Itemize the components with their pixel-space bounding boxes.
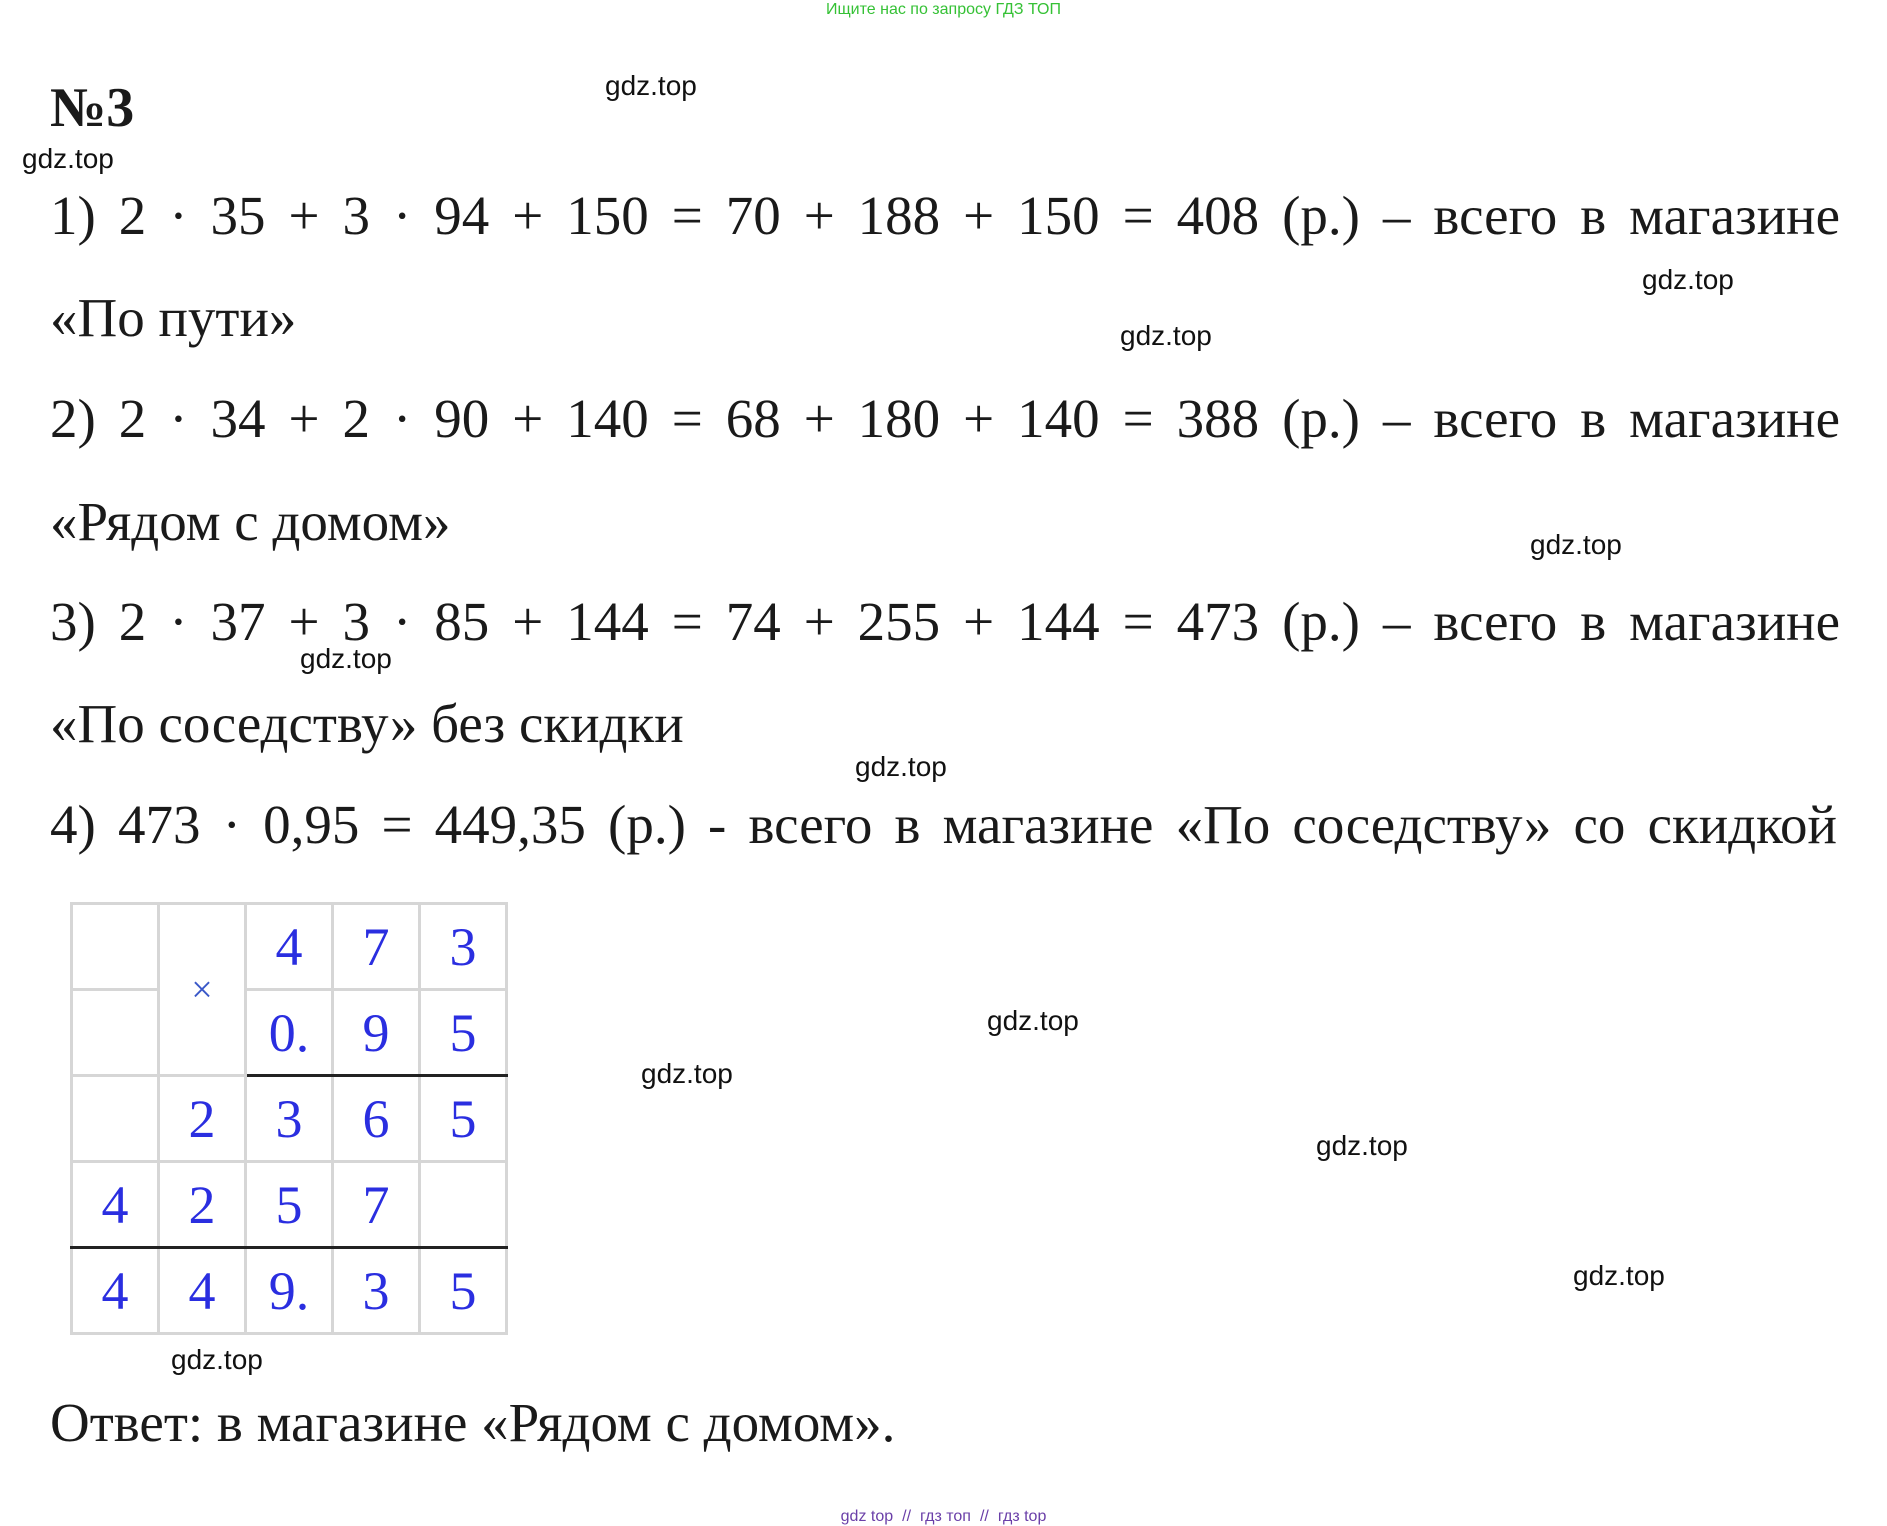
mult-cell: 4 bbox=[72, 1162, 159, 1248]
step-3-line-2: «По соседству» без скидки bbox=[50, 693, 684, 754]
mult-cell: 3 bbox=[333, 1248, 420, 1334]
step-1-line-2: «По пути» bbox=[50, 287, 297, 348]
top-banner: Ищите нас по запросу ГДЗ ТОП bbox=[826, 1, 1061, 18]
mult-cell: 2 bbox=[159, 1076, 246, 1162]
step-4-line-1: 4) 473 · 0,95 = 449,35 (р.) - всего в магазине «По соседству» со скидкой bbox=[50, 794, 1837, 855]
mult-cell: 6 bbox=[333, 1076, 420, 1162]
mult-cell: 7 bbox=[333, 904, 420, 990]
multiply-sign: × bbox=[159, 904, 246, 1076]
mult-cell: 2 bbox=[159, 1162, 246, 1248]
watermark: gdz.top bbox=[605, 70, 697, 101]
watermark: gdz.top bbox=[1530, 529, 1622, 560]
mult-cell bbox=[72, 1076, 159, 1162]
mult-cell: 3 bbox=[420, 904, 507, 990]
mult-cell: 5 bbox=[246, 1162, 333, 1248]
step-1-line-1: 1) 2 · 35 + 3 · 94 + 150 = 70 + 188 + 150 = 408 (р.) – всего в магазине bbox=[50, 185, 1840, 246]
watermark: gdz.top bbox=[1642, 264, 1734, 295]
watermark: gdz.top bbox=[1316, 1130, 1408, 1161]
footer-link[interactable]: гдз топ bbox=[920, 1508, 971, 1525]
mult-cell: 9 bbox=[333, 990, 420, 1076]
watermark: gdz.top bbox=[300, 643, 392, 674]
mult-cell: 5 bbox=[420, 990, 507, 1076]
watermark: gdz.top bbox=[641, 1058, 733, 1089]
footer-link[interactable]: гдз top bbox=[997, 1508, 1047, 1525]
footer-separator: // bbox=[902, 1508, 912, 1525]
mult-cell: 4 bbox=[159, 1248, 246, 1334]
mult-cell bbox=[72, 990, 159, 1076]
mult-cell bbox=[420, 1162, 507, 1248]
mult-cell: 5 bbox=[420, 1076, 507, 1162]
mult-cell: 4 bbox=[246, 904, 333, 990]
step-3-line-1: 3) 2 · 37 + 3 · 85 + 144 = 74 + 255 + 144 = 473 (р.) – всего в магазине bbox=[50, 591, 1840, 652]
footer-link[interactable]: gdz top bbox=[840, 1508, 894, 1525]
mult-cell: 9. bbox=[246, 1248, 333, 1334]
mult-cell: 7 bbox=[333, 1162, 420, 1248]
mult-cell: 0. bbox=[246, 990, 333, 1076]
footer-separator: // bbox=[979, 1508, 989, 1525]
watermark: gdz.top bbox=[171, 1344, 263, 1375]
mult-cell: 5 bbox=[420, 1248, 507, 1334]
mult-cell bbox=[72, 904, 159, 990]
watermark: gdz.top bbox=[22, 143, 114, 174]
step-2-line-1: 2) 2 · 34 + 2 · 90 + 140 = 68 + 180 + 140 = 388 (р.) – всего в магазине bbox=[50, 388, 1840, 449]
watermark: gdz.top bbox=[855, 751, 947, 782]
mult-cell: 4 bbox=[72, 1248, 159, 1334]
column-multiplication-table bbox=[70, 902, 508, 1335]
watermark: gdz.top bbox=[1573, 1260, 1665, 1291]
mult-cell: 3 bbox=[246, 1076, 333, 1162]
problem-number: №3 bbox=[50, 77, 135, 139]
watermark: gdz.top bbox=[1120, 320, 1212, 351]
answer-text: Ответ: в магазине «Рядом с домом». bbox=[50, 1392, 896, 1453]
watermark: gdz.top bbox=[987, 1005, 1079, 1036]
footer-links bbox=[0, 1508, 1887, 1526]
step-2-line-2: «Рядом с домом» bbox=[50, 491, 451, 552]
